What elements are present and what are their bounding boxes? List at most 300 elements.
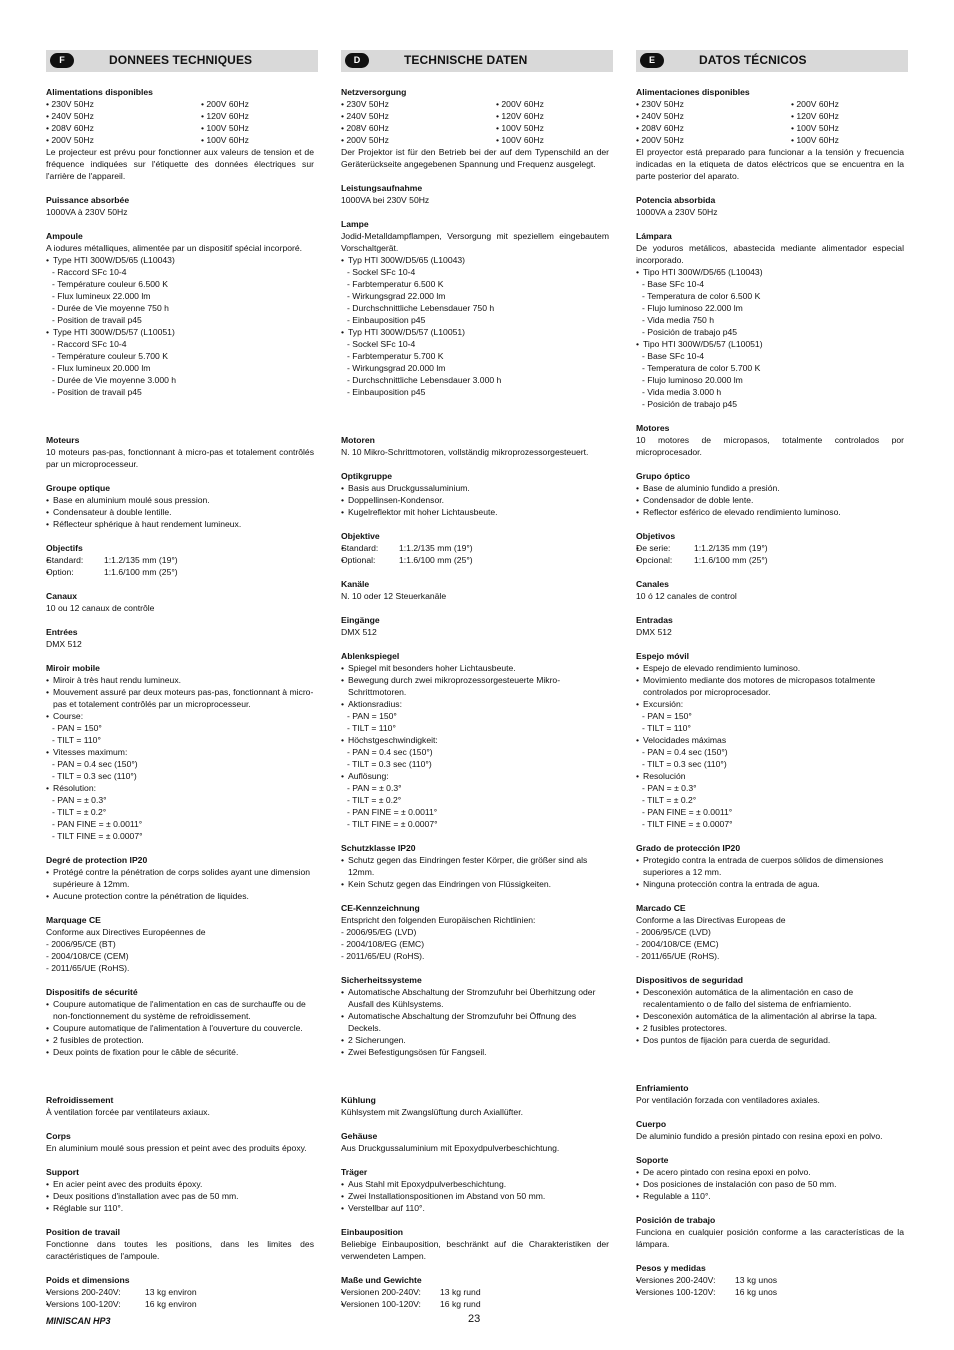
sub-item: - Temperatura de color 5.700 K (642, 363, 761, 373)
voltage-option: • 208V 60Hz (46, 123, 94, 133)
sub-item: - Farbtemperatur 5.700 K (347, 351, 444, 361)
bullet-item: • Aucune protection contre la pénétration de liquides. (46, 890, 314, 902)
sub-item: - Position de travail p45 (52, 387, 142, 397)
spec-section (46, 230, 314, 398)
plain-item: - 2011/65/UE (RoHS). (636, 951, 720, 961)
bullet-item: • Auflösung: (341, 770, 609, 782)
spec-section (636, 1082, 904, 1106)
spec-heading: Sicherheitssysteme (341, 975, 422, 985)
sub-item: - Temperatura de color 6.500 K (642, 291, 761, 301)
voltage-option: • 200V 50Hz (636, 135, 684, 145)
spec-text: Conforme aux Directives Européennes de (46, 927, 206, 937)
spec-section (341, 1094, 609, 1118)
spec-section (46, 986, 314, 1058)
bullet-item (636, 554, 904, 566)
sub-item: - TILT = 110° (52, 735, 101, 745)
section-title: TECHNISCHE DATEN (404, 53, 528, 67)
sub-item: - Durée de Vie moyenne 750 h (52, 303, 169, 313)
spec-section (636, 1214, 904, 1250)
bullet-label: Standard: (46, 555, 84, 565)
sub-item: - TILT FINE = ± 0.0007° (347, 819, 438, 829)
sub-item: - Base SFc 10-4 (642, 279, 705, 289)
voltage-option: • 200V 60Hz (791, 99, 839, 109)
spec-heading: Support (46, 1167, 79, 1177)
spec-text: Por ventilación forzada con ventiladores axiales. (636, 1095, 820, 1105)
sub-item: - Flujo luminoso 22.000 lm (642, 303, 743, 313)
section-header-bar (636, 50, 908, 72)
bullet-item (341, 1286, 609, 1298)
spec-section (341, 434, 609, 458)
bullet-item: • Deux points de fixation pour le câble de sécurité. (46, 1046, 314, 1058)
spec-section (46, 854, 314, 902)
spec-heading: Posición de trabajo (636, 1215, 716, 1225)
spec-text: À ventilation forcée par ventilateurs axiaux. (46, 1107, 210, 1117)
plain-item: - 2004/108/EG (EMC) (341, 939, 425, 949)
spec-text: 1000VA à 230V 50Hz (46, 207, 128, 217)
language-badge: D (345, 53, 369, 68)
spec-heading: Marcado CE (636, 903, 686, 913)
bullet-label: Standard: (341, 543, 379, 553)
sub-item: - PAN = ± 0.3° (347, 783, 402, 793)
spec-heading: Objectifs (46, 543, 83, 553)
spec-heading: Canaux (46, 591, 78, 601)
bullet-item: • Aktionsradius: (341, 698, 609, 710)
bullet-item (46, 554, 314, 566)
sub-item: - Vida media 3.000 h (642, 387, 722, 397)
spec-heading: Puissance absorbée (46, 195, 130, 205)
sub-item: - Wirkungsgrad 20.000 lm (347, 363, 446, 373)
sub-item: - Flux lumineux 20.000 lm (52, 363, 151, 373)
bullet-item: • Deux positions d'installation avec pas de 50 mm. (46, 1190, 314, 1202)
spec-heading: Cuerpo (636, 1119, 667, 1129)
voltage-option: • 240V 50Hz (636, 111, 684, 121)
spec-section (341, 530, 609, 566)
section-title: DONNEES TECHNIQUES (109, 53, 253, 67)
spec-section (46, 1226, 314, 1262)
bullet-item: • Dos posiciones de instalación con paso de 50 mm. (636, 1178, 904, 1190)
spec-section (341, 470, 609, 518)
bullet-value: 1:1.6/100 mm (25°) (399, 555, 473, 565)
spec-heading: Groupe optique (46, 483, 110, 493)
language-badge: E (640, 53, 664, 68)
sub-item: - Flujo luminoso 20.000 lm (642, 375, 743, 385)
spec-section (341, 902, 609, 962)
bullet-value: 13 kg rund (440, 1287, 481, 1297)
spec-heading: Ampoule (46, 231, 83, 241)
spec-section (46, 194, 314, 218)
bullet-item (636, 542, 904, 554)
voltage-option: • 208V 60Hz (636, 123, 684, 133)
spec-section (46, 1274, 314, 1310)
bullet-item: • Vitesses maximum: (46, 746, 314, 758)
bullet-item: • Mouvement assuré par deux moteurs pas-pas, fonctionnant à micro-pas et totalement contrôlés par un microprocesseur. (46, 686, 314, 710)
spec-section (636, 86, 904, 182)
sub-item: - PAN = 0.4 sec (150°) (347, 747, 433, 757)
spec-heading: Corps (46, 1131, 71, 1141)
spec-heading: Gehäuse (341, 1131, 378, 1141)
bullet-value: 13 kg unos (735, 1275, 778, 1285)
bullet-item: • Condensador de doble lente. (636, 494, 904, 506)
bullet-item (341, 1298, 609, 1310)
spec-section (341, 1274, 609, 1310)
bullet-item: • Basis aus Druckgussaluminium. (341, 482, 609, 494)
spec-section (636, 470, 904, 518)
bullet-item: • Desconexión automática de la alimentación al abrirse la tapa. (636, 1010, 904, 1022)
spec-section (636, 902, 904, 962)
sub-item: - TILT FINE = ± 0.0007° (52, 831, 143, 841)
section-header-bar (46, 50, 318, 72)
bullet-item: • Automatische Abschaltung der Stromzufuhr bei Überhitzung oder Ausfall des Kühlsystems. (341, 986, 609, 1010)
sub-item: - PAN = ± 0.3° (642, 783, 697, 793)
bullet-value: 16 kg unos (735, 1287, 778, 1297)
sub-item: - Vida media 750 h (642, 315, 714, 325)
spec-text: Jodid-Metalldampflampen, Versorgung mit speziellem eingebautem Vorschaltgerät. (341, 231, 609, 253)
spec-text: Conforme a las Directivas Europeas de (636, 915, 786, 925)
bullet-item: • Typ HTI 300W/D5/65 (L10043) (341, 254, 609, 266)
sub-item: - Flux lumineux 22.000 lm (52, 291, 151, 301)
voltage-option: • 240V 50Hz (46, 111, 94, 121)
spec-text: Fonctionne dans toutes les positions, dans les limites des caractéristiques de l'ampoule. (46, 1239, 314, 1261)
spec-section (636, 1118, 904, 1142)
bullet-item: • Verstellbar auf 110°. (341, 1202, 609, 1214)
sub-item: - PAN = 0.4 sec (150°) (52, 759, 138, 769)
voltage-option: • 200V 60Hz (496, 99, 544, 109)
bullet-item: • Résolution: (46, 782, 314, 794)
spec-heading: Entradas (636, 615, 673, 625)
column-german (341, 50, 609, 1322)
spec-heading: Objetivos (636, 531, 676, 541)
spec-text: Funciona en cualquier posición conforme a las características de la lámpara. (636, 1227, 904, 1249)
sub-item: - TILT = 0.3 sec (110°) (52, 771, 137, 781)
spec-section (46, 1166, 314, 1214)
spec-section (46, 434, 314, 470)
spec-section (46, 542, 314, 578)
spec-text: Der Projektor ist für den Betrieb bei der auf dem Typenschild an der Geräterückseite angegebenen Spannung und Frequenz ausgelegt. (341, 147, 609, 169)
bullet-item: • Miroir à très haut rendu lumineux. (46, 674, 314, 686)
plain-item: - 2004/108/CE (CEM) (46, 951, 129, 961)
spec-section (341, 1130, 609, 1154)
bullet-item (341, 542, 609, 554)
bullet-item: • Regulable a 110°. (636, 1190, 904, 1202)
spec-text: 10 ou 12 canaux de contrôle (46, 603, 155, 613)
bullet-value: 1:1.6/100 mm (25°) (694, 555, 768, 565)
footer-model-name: MINISCAN HP3 (46, 1316, 111, 1326)
bullet-item: • Coupure automatique de l'alimentation à l'ouverture du couvercle. (46, 1022, 314, 1034)
bullet-item: • Tipo HTI 300W/D5/65 (L10043) (636, 266, 904, 278)
bullet-item (46, 1286, 314, 1298)
spec-heading: Optikgruppe (341, 471, 393, 481)
sub-item: - Base SFc 10-4 (642, 351, 705, 361)
voltage-grid (636, 98, 904, 146)
sub-item: - Farbtemperatur 6.500 K (347, 279, 444, 289)
spec-heading: Motores (636, 423, 670, 433)
sub-item: - PAN FINE = ± 0.0011° (642, 807, 733, 817)
bullet-item (636, 1274, 904, 1286)
spec-text: 1000VA bei 230V 50Hz (341, 195, 430, 205)
bullet-value: 1:1.2/135 mm (19°) (104, 555, 178, 565)
spec-text: N. 10 oder 12 Steuerkanäle (341, 591, 447, 601)
sub-item: - PAN = 150° (52, 723, 102, 733)
bullet-item: • Bewegung durch zwei mikroprozessorgesteuerte Mikro-Schrittmotoren. (341, 674, 609, 698)
bullet-item: • Spiegel mit besonders hoher Lichtausbeute. (341, 662, 609, 674)
spec-heading: Refroidissement (46, 1095, 114, 1105)
voltage-option: • 100V 50Hz (496, 123, 544, 133)
spec-section (636, 974, 904, 1046)
bullet-item: • Kugelreflektor mit hoher Lichtausbeute. (341, 506, 609, 518)
spec-heading: Lampe (341, 219, 369, 229)
spec-heading: Ablenkspiegel (341, 651, 400, 661)
sub-item: - Température couleur 5.700 K (52, 351, 168, 361)
spec-text: N. 10 Mikro-Schrittmotoren, vollständig mikroprozessorgesteuert. (341, 447, 589, 457)
bullet-item (636, 1286, 904, 1298)
sub-item: - PAN FINE = ± 0.0011° (52, 819, 143, 829)
spec-section (636, 614, 904, 638)
sub-item: - Raccord SFc 10-4 (52, 339, 127, 349)
sub-item: - PAN = 150° (347, 711, 397, 721)
bullet-item: • Espejo de elevado rendimiento luminoso. (636, 662, 904, 674)
spec-heading: Motoren (341, 435, 375, 445)
spec-text: 1000VA a 230V 50Hz (636, 207, 718, 217)
sub-item: - Raccord SFc 10-4 (52, 267, 127, 277)
bullet-item: • Protégé contre la pénétration de corps solides ayant une dimension supérieure à 12mm. (46, 866, 314, 890)
spec-text: 10 moteurs pas-pas, fonctionnant à micro-pas et totalement contrôlés par un microprocesseur. (46, 447, 314, 469)
voltage-option: • 230V 50Hz (636, 99, 684, 109)
spec-heading: Kühlung (341, 1095, 376, 1105)
spec-section (46, 1130, 314, 1154)
spec-heading: CE-Kennzeichnung (341, 903, 420, 913)
spec-heading: Soporte (636, 1155, 669, 1165)
spec-heading: Poids et dimensions (46, 1275, 130, 1285)
bullet-item: • Zwei Installationspositionen im Abstand von 50 mm. (341, 1190, 609, 1202)
spec-heading: Pesos y medidas (636, 1263, 706, 1273)
spec-heading: Alimentations disponibles (46, 87, 153, 97)
spec-heading: Dispositifs de sécurité (46, 987, 138, 997)
footer-page-number: 23 (468, 1313, 481, 1325)
spec-section (341, 974, 609, 1058)
voltage-option: • 100V 50Hz (791, 123, 839, 133)
sub-item: - Posición de trabajo p45 (642, 399, 738, 409)
sub-item: - Posición de trabajo p45 (642, 327, 738, 337)
spec-text: DMX 512 (341, 627, 377, 637)
spec-text: Le projecteur est prévu pour fonctionner aux valeurs de tension et de fréquence indiquées sur l'étiquette des données électriques sur l'arrière de l'appareil. (46, 147, 314, 181)
sub-item: - TILT = ± 0.2° (347, 795, 402, 805)
spec-section (341, 1226, 609, 1262)
bullet-item (46, 566, 314, 578)
bullet-label: Versionen 100-120V: (341, 1299, 421, 1309)
spec-section (636, 1262, 904, 1298)
bullet-item: • De acero pintado con resina epoxi en polvo. (636, 1166, 904, 1178)
spec-heading: Grado de protección IP20 (636, 843, 741, 853)
voltage-option: • 200V 60Hz (201, 99, 249, 109)
spec-heading: Position de travail (46, 1227, 121, 1237)
plain-item: - 2006/95/CE (LVD) (636, 927, 711, 937)
spec-text: En aluminium moulé sous pression et peint avec des produits époxy. (46, 1143, 307, 1153)
spec-section (341, 218, 609, 398)
spec-heading: Eingänge (341, 615, 380, 625)
bullet-item: • Höchstgeschwindigkeit: (341, 734, 609, 746)
voltage-option: • 100V 50Hz (201, 123, 249, 133)
spec-text: 10 motores de micropasos, totalmente controlados por microprocesador. (636, 435, 904, 457)
sub-item: - Sockel SFc 10-4 (347, 339, 416, 349)
bullet-value: 16 kg environ (145, 1299, 197, 1309)
bullet-item: • Reflector esférico de elevado rendimiento luminoso. (636, 506, 904, 518)
spec-heading: Marquage CE (46, 915, 101, 925)
plain-item: - 2006/95/CE (BT) (46, 939, 116, 949)
sub-item: - Wirkungsgrad 22.000 lm (347, 291, 446, 301)
spec-heading: Grupo óptico (636, 471, 690, 481)
voltage-option: • 200V 50Hz (341, 135, 389, 145)
spec-section (341, 842, 609, 890)
bullet-item: • Schutz gegen das Eindringen fester Körper, die größer sind als 12mm. (341, 854, 609, 878)
spec-heading: Träger (341, 1167, 368, 1177)
sub-item: - PAN = 150° (642, 711, 692, 721)
spec-heading: Schutzklasse IP20 (341, 843, 416, 853)
bullet-item: • Dos puntos de fijación para cuerda de seguridad. (636, 1034, 904, 1046)
plain-item: - 2011/65/UE (RoHS). (46, 963, 130, 973)
spec-section (341, 650, 609, 830)
spec-heading: Degré de protection IP20 (46, 855, 148, 865)
spec-list (341, 72, 609, 1310)
plain-item: - 2004/108/CE (EMC) (636, 939, 719, 949)
bullet-item: • Movimiento mediante dos motores de micropasos totalmente controlados por microprocesador. (636, 674, 904, 698)
section-title: DATOS TÉCNICOS (699, 53, 807, 67)
spec-heading: Entrées (46, 627, 78, 637)
bullet-item: • Type HTI 300W/D5/65 (L10043) (46, 254, 314, 266)
bullet-item: • Réglable sur 110°. (46, 1202, 314, 1214)
bullet-value: 1:1.2/135 mm (19°) (399, 543, 473, 553)
voltage-option: • 200V 50Hz (46, 135, 94, 145)
bullet-label: Versions 100-120V: (46, 1299, 121, 1309)
voltage-option: • 208V 60Hz (341, 123, 389, 133)
language-badge: F (50, 53, 74, 68)
spec-heading: Miroir mobile (46, 663, 100, 673)
bullet-value: 16 kg rund (440, 1299, 481, 1309)
bullet-item: • Réflecteur sphérique à haut rendement lumineux. (46, 518, 314, 530)
spec-heading: Alimentaciones disponibles (636, 87, 750, 97)
sub-item: - TILT = 110° (642, 723, 691, 733)
spec-heading: Maße und Gewichte (341, 1275, 422, 1285)
bullet-item: • Velocidades máximas (636, 734, 904, 746)
bullet-item: • Tipo HTI 300W/D5/57 (L10051) (636, 338, 904, 350)
spec-section (46, 662, 314, 842)
spec-heading: Canales (636, 579, 669, 589)
voltage-option: • 120V 60Hz (496, 111, 544, 121)
spec-text: DMX 512 (46, 639, 82, 649)
bullet-label: Versionen 200-240V: (341, 1287, 421, 1297)
sub-item: - Position de travail p45 (52, 315, 142, 325)
spec-text: Aus Druckgussaluminium mit Epoxydpulverbeschichtung. (341, 1143, 560, 1153)
spec-heading: Espejo móvil (636, 651, 690, 661)
spec-text: DMX 512 (636, 627, 672, 637)
bullet-item: • Course: (46, 710, 314, 722)
voltage-option: • 100V 60Hz (496, 135, 544, 145)
spec-section (341, 182, 609, 206)
spec-heading: Netzversorgung (341, 87, 407, 97)
bullet-item: • 2 Sicherungen. (341, 1034, 609, 1046)
bullet-item: • 2 fusibles de protection. (46, 1034, 314, 1046)
sub-item: - Durée de Vie moyenne 3.000 h (52, 375, 177, 385)
spec-list (46, 72, 314, 1310)
spec-heading: Einbauposition (341, 1227, 404, 1237)
spec-text: Entspricht den folgenden Europäischen Richtlinien: (341, 915, 536, 925)
spec-text: De yoduros metálicos, abastecida mediante alimentador especial incorporado. (636, 243, 904, 265)
voltage-option: • 100V 60Hz (791, 135, 839, 145)
spec-list (636, 72, 904, 1298)
bullet-item: • Condensateur à double lentille. (46, 506, 314, 518)
bullet-item (46, 1298, 314, 1310)
sub-item: - TILT = 0.3 sec (110°) (642, 759, 727, 769)
bullet-item: • Doppellinsen-Kondensor. (341, 494, 609, 506)
sub-item: - Einbauposition p45 (347, 387, 426, 397)
sub-item: - Einbauposition p45 (347, 315, 426, 325)
sub-item: - PAN = 0.4 sec (150°) (642, 747, 728, 757)
bullet-item: • Base en aluminium moulé sous pression. (46, 494, 314, 506)
spec-section (46, 626, 314, 650)
spec-section (46, 1094, 314, 1118)
spec-heading: Moteurs (46, 435, 80, 445)
spec-section (636, 650, 904, 830)
spec-section (636, 842, 904, 890)
spec-text: El proyector está preparado para funcionar a la tensión y frecuencia indicadas en la etiqueta de datos eléctricos que se encuentra en la parte posterior del aparato. (636, 147, 904, 181)
bullet-label: De serie: (636, 543, 671, 553)
voltage-grid (46, 98, 314, 146)
bullet-item: • Protegido contra la entrada de cuerpos sólidos de dimensiones superiores a 12 mm. (636, 854, 904, 878)
spec-section (341, 614, 609, 638)
voltage-option: • 240V 50Hz (341, 111, 389, 121)
spec-section (46, 482, 314, 530)
sub-item: - TILT = 110° (347, 723, 396, 733)
voltage-option: • 120V 60Hz (201, 111, 249, 121)
spec-text: Beliebige Einbauposition, beschränkt auf die Charakteristiken der verwendeten Lampen. (341, 1239, 609, 1261)
spec-section (636, 1154, 904, 1202)
voltage-option: • 230V 50Hz (341, 99, 389, 109)
spec-section (341, 86, 609, 170)
sub-item: - Durchschnittliche Lebensdauer 3.000 h (347, 375, 502, 385)
spec-text: 10 ó 12 canales de control (636, 591, 737, 601)
spec-section (636, 194, 904, 218)
plain-item: - 2006/95/EG (LVD) (341, 927, 417, 937)
bullet-label: Optional: (341, 555, 376, 565)
spec-section (636, 230, 904, 410)
spec-section (341, 578, 609, 602)
sub-item: - Sockel SFc 10-4 (347, 267, 416, 277)
column-french (46, 50, 314, 1322)
bullet-item: • Ninguna protección contra la entrada de agua. (636, 878, 904, 890)
column-spanish (636, 50, 904, 1310)
spec-section (46, 86, 314, 182)
spec-text: Kühlsystem mit Zwangslüftung durch Axiallüfter. (341, 1107, 523, 1117)
spec-heading: Potencia absorbida (636, 195, 716, 205)
bullet-label: Option: (46, 567, 74, 577)
bullet-item: • Resolución (636, 770, 904, 782)
spec-section (636, 530, 904, 566)
spec-section (341, 1166, 609, 1214)
bullet-label: Versiones 200-240V: (636, 1275, 716, 1285)
sub-item: - TILT = 0.3 sec (110°) (347, 759, 432, 769)
sub-item: - PAN = ± 0.3° (52, 795, 107, 805)
bullet-item: • En acier peint avec des produits époxy. (46, 1178, 314, 1190)
voltage-option: • 100V 60Hz (201, 135, 249, 145)
spec-heading: Leistungsaufnahme (341, 183, 423, 193)
bullet-value: 1:1.2/135 mm (19°) (694, 543, 768, 553)
spec-heading: Kanäle (341, 579, 370, 589)
spec-heading: Lámpara (636, 231, 672, 241)
spec-section (636, 422, 904, 458)
bullet-item: • Automatische Abschaltung der Stromzufuhr bei Öffnung des Deckels. (341, 1010, 609, 1034)
section-header-bar (341, 50, 613, 72)
bullet-value: 1:1.6/100 mm (25°) (104, 567, 178, 577)
spec-text: De aluminio fundido a presión pintado con resina epoxi en polvo. (636, 1131, 883, 1141)
